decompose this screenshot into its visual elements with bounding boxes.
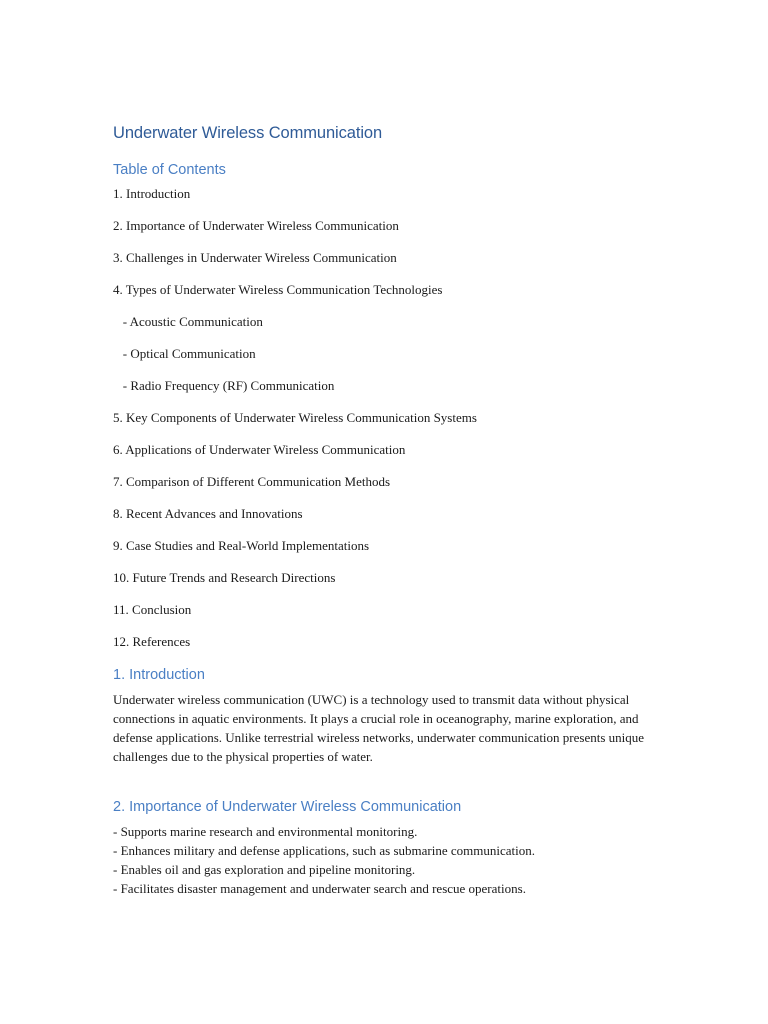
toc-item-comparison: 7. Comparison of Different Communication Methods [113, 474, 391, 489]
toc-item-components: 5. Key Components of Underwater Wireless Communication Systems [113, 410, 477, 425]
toc-item-advances: 8. Recent Advances and Innovations [113, 506, 303, 521]
toc-subitem-rf: - Radio Frequency (RF) Communication [113, 378, 335, 393]
toc-item-case-studies: 9. Case Studies and Real-World Implementations [113, 538, 370, 553]
list-item: - Facilitates disaster management and underwater search and rescue operations. [113, 881, 526, 897]
toc-item-challenges: 3. Challenges in Underwater Wireless Communication [113, 250, 397, 265]
toc-item-importance: 2. Importance of Underwater Wireless Communication [113, 218, 399, 233]
toc-subitem-acoustic: - Acoustic Communication [113, 314, 263, 329]
toc-item-conclusion: 11. Conclusion [113, 602, 192, 617]
toc-item-applications: 6. Applications of Underwater Wireless Communication [113, 442, 406, 457]
toc-item-introduction: 1. Introduction [113, 186, 191, 201]
section-heading-introduction: 1. Introduction [113, 667, 205, 683]
document-title: Underwater Wireless Communication [113, 124, 383, 142]
introduction-paragraph: Underwater wireless communication (UWC) is a technology used to transmit data without physical connections in aquatic environments. It plays a crucial role in oceanography, marine exploration, and defense applications. Unlike terrestrial wireless networks, underwater communication presents unique challenges due to the physical properties of water. [113, 692, 645, 765]
list-item: - Supports marine research and environmental monitoring. [113, 824, 418, 839]
list-item: - Enables oil and gas exploration and pipeline monitoring. [113, 862, 416, 878]
toc-item-references: 12. References [113, 634, 191, 649]
list-item: - Enhances military and defense applications, such as submarine communication. [113, 843, 536, 859]
toc-item-future-trends: 10. Future Trends and Research Directions [113, 570, 336, 585]
toc-subitem-optical: - Optical Communication [113, 346, 256, 361]
toc-item-types: 4. Types of Underwater Wireless Communication Technologies [113, 282, 443, 297]
table-of-contents [113, 185, 477, 665]
toc-heading: Table of Contents [113, 162, 226, 178]
section-heading-importance: 2. Importance of Underwater Wireless Communication [113, 799, 462, 815]
importance-bullet-list [113, 822, 535, 898]
